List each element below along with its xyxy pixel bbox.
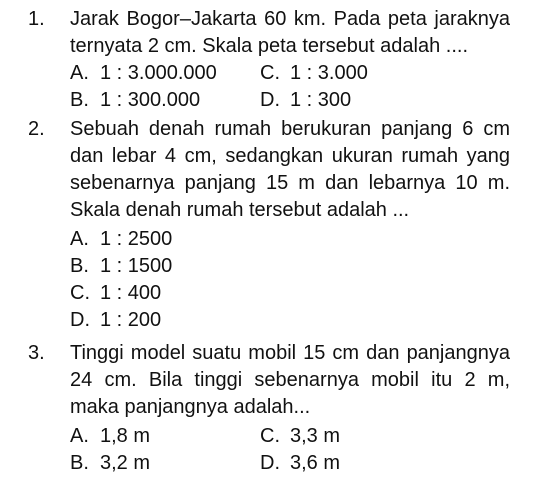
option-a [70, 226, 172, 253]
option-text: 3,6 m [290, 452, 341, 474]
option-d [260, 87, 351, 114]
option-text: 3,3 m [290, 425, 341, 447]
option-letter: D. [260, 452, 280, 474]
question-number: 1. [28, 8, 45, 30]
option-b [70, 87, 200, 114]
option-text: 1 : 3.000 [290, 62, 368, 84]
option-text: 1 : 400 [100, 282, 162, 304]
option-d [70, 307, 161, 334]
option-letter: B. [70, 89, 89, 111]
option-b [70, 253, 172, 280]
question-text [70, 340, 510, 421]
option-text: 1 : 3.000.000 [100, 62, 217, 84]
option-b [70, 450, 150, 477]
question-line: Skala denah rumah tersebut adalah ... [70, 199, 410, 221]
question-number: 3. [28, 342, 45, 364]
question-line: sebenarnya panjang 15 m dan lebarnya 10 m. [70, 172, 510, 194]
question-line: dan lebar 4 cm, sedangkan ukuran rumah yang [70, 145, 510, 167]
option-text: 1 : 300.000 [100, 89, 201, 111]
option-text: 3,2 m [100, 452, 151, 474]
option-letter: C. [70, 282, 90, 304]
option-letter: D. [260, 89, 280, 111]
option-c [260, 60, 368, 87]
option-letter: D. [70, 309, 90, 331]
question-line: Jarak Bogor–Jakarta 60 km. Pada peta jaraknya [70, 8, 510, 30]
option-c [70, 280, 161, 307]
option-letter: B. [70, 255, 89, 277]
question-line: 24 cm. Bila tinggi sebenarnya mobil itu 2 m, [70, 369, 510, 391]
option-c [260, 423, 340, 450]
option-letter: C. [260, 425, 280, 447]
option-text: 1 : 1500 [100, 255, 173, 277]
option-letter: B. [70, 452, 89, 474]
question-line: Tinggi model suatu mobil 15 cm dan panjangnya [70, 342, 510, 364]
option-text: 1,8 m [100, 425, 151, 447]
option-text: 1 : 200 [100, 309, 162, 331]
option-text: 1 : 2500 [100, 228, 173, 250]
question-line: ternyata 2 cm. Skala peta tersebut adalah .... [70, 35, 469, 57]
option-letter: C. [260, 62, 280, 84]
option-letter: A. [70, 228, 89, 250]
question-text [70, 6, 510, 60]
option-d [260, 450, 340, 477]
option-letter: A. [70, 425, 89, 447]
question-line: Sebuah denah rumah berukuran panjang 6 cm [70, 118, 510, 140]
question-text [70, 116, 510, 224]
option-a [70, 423, 150, 450]
option-text: 1 : 300 [290, 89, 352, 111]
question-line: maka panjangnya adalah... [70, 396, 311, 418]
question-number: 2. [28, 118, 45, 140]
option-a [70, 60, 217, 87]
option-letter: A. [70, 62, 89, 84]
